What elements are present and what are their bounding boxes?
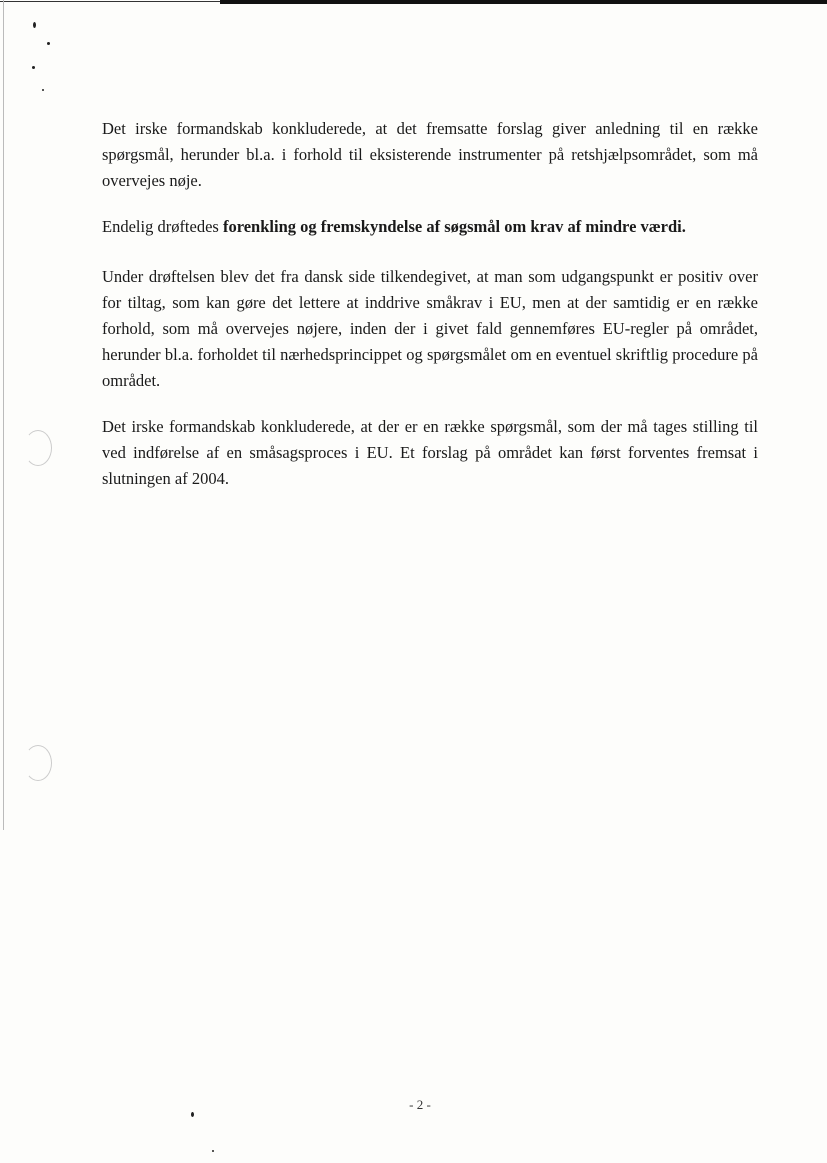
scan-speck <box>212 1150 214 1152</box>
top-rule-thin <box>0 1 220 2</box>
punch-hole <box>24 430 52 466</box>
paragraph-2-intro: Endelig drøftedes <box>102 217 223 236</box>
paragraph-4: Det irske formandskab konkluderede, at der er en række spørgsmål, som der må tages stilling til ved indførelse af en småsagsproces i EU. Et forslag på området kan først forventes fremsat i slutningen af 2004. <box>102 417 758 488</box>
paragraph-2-topic: forenkling og fremskyndelse af søgsmål om krav af mindre værdi. <box>222 217 686 236</box>
scan-speck <box>191 1112 194 1117</box>
scan-speck <box>42 89 44 91</box>
page-left-edge <box>3 0 4 830</box>
scan-speck <box>33 22 36 28</box>
top-rule <box>220 0 827 4</box>
paragraph-2 <box>102 214 758 240</box>
paragraph-3: Under drøftelsen blev det fra dansk side tilkendegivet, at man som udgangspunkt er positiv over for tiltag, som kan gøre det lettere at inddrive småkrav i EU, men at der samtidig er en række forhold, som må overvejes nøjere, inden der i givet fald gennemføres EU-regler på området, herunder bl.a. forholdet til nærhedsprincippet og spørgsmålet om en eventuel skriftlig procedure på området. <box>102 267 758 390</box>
scan-speck <box>47 42 50 45</box>
page-number: - 2 - <box>409 1097 431 1112</box>
scan-speck <box>32 66 35 69</box>
paragraph-1: Det irske formandskab konkluderede, at det fremsatte forslag giver anledning til en række spørgsmål, herunder bl.a. i forhold til eksisterende instrumenter på retshjælpsområdet, som må overvejes nøje. <box>102 119 758 190</box>
punch-hole <box>24 745 52 781</box>
